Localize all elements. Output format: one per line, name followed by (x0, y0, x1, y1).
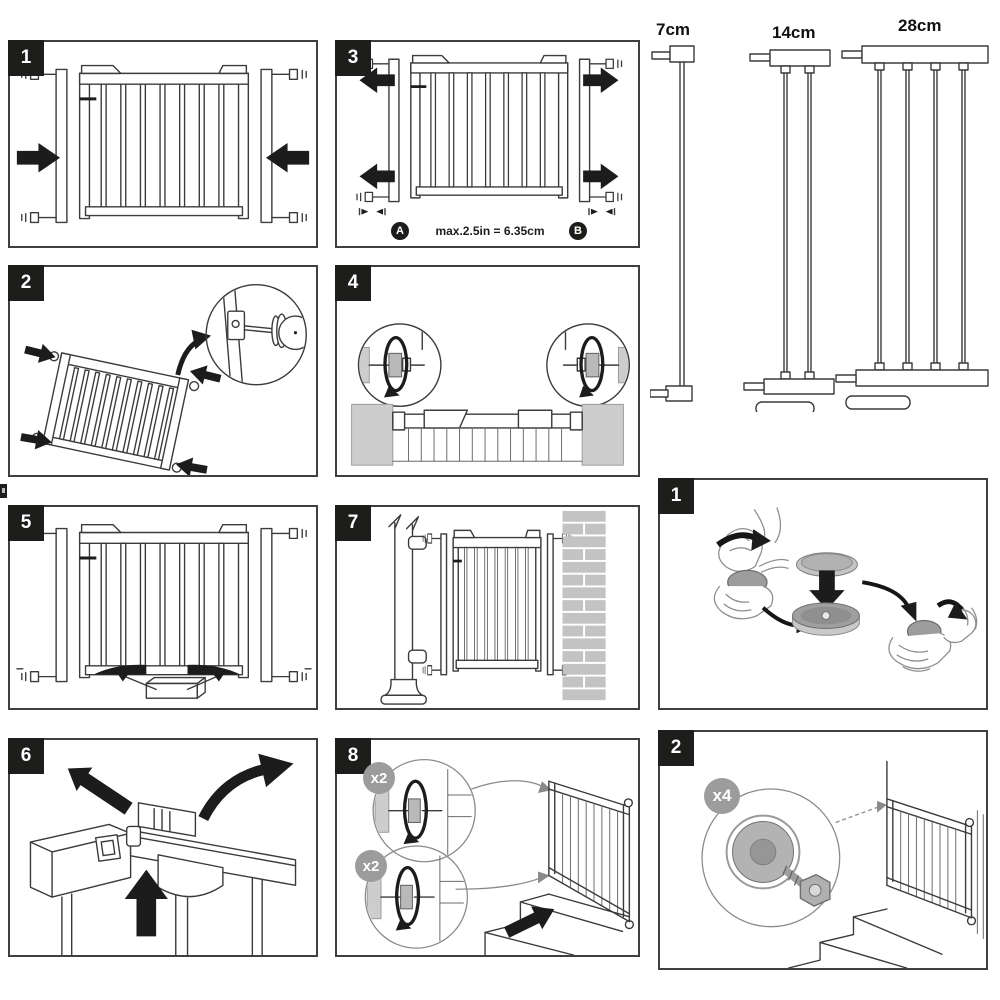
step-number-badge: 5 (8, 505, 44, 541)
gate-max-gap-illustration (337, 42, 638, 246)
extension-7cm (650, 46, 694, 401)
quantity-badge: x2 (355, 850, 387, 882)
step-number-badge: 3 (335, 40, 371, 76)
step-number-badge: 2 (658, 730, 694, 766)
step-number-badge: 7 (335, 505, 371, 541)
gate-top-rail-between-walls (352, 404, 624, 465)
stairs (485, 894, 629, 955)
extension-label-14cm: 14cm (772, 23, 816, 42)
curved-arrow-icon (203, 769, 264, 818)
point-a-label: A (391, 222, 409, 240)
quantity-badge: x2 (363, 762, 395, 794)
floor-wedge-illustration (10, 507, 316, 708)
extension-label-28cm: 28cm (898, 16, 942, 35)
round-post (381, 515, 426, 704)
extension-label-7cm: 7cm (656, 20, 691, 39)
panel-step-2 (8, 265, 318, 477)
extensions-group (650, 12, 995, 412)
point-b-label: B (569, 222, 587, 240)
stairs (789, 909, 942, 968)
step-number-badge: 1 (8, 40, 44, 76)
arrow-right-icon (17, 143, 60, 172)
step-number-badge: 4 (335, 265, 371, 301)
wedge-part (146, 678, 205, 699)
arrow-up-left-icon (68, 767, 133, 814)
dimension-ticks (360, 209, 615, 215)
step-number-badge: 8 (335, 738, 371, 774)
panel-step-5 (8, 505, 318, 710)
extension-28cm (836, 46, 988, 409)
banister-to-wall-illustration (337, 507, 638, 708)
latch-open-illustration (10, 740, 316, 955)
panel-wallcup-step-1 (658, 478, 988, 710)
adhesive-pad-illustration (660, 480, 986, 708)
rotate-detail-circle-left (358, 324, 442, 406)
adhesive-pad-and-cup (793, 553, 860, 636)
step-number-badge: 1 (658, 478, 694, 514)
brick-wall (563, 511, 606, 700)
spindle-assembly-illustration (10, 267, 316, 475)
wall-cup-screw-illustration (660, 732, 986, 968)
panel-step-7 (335, 505, 640, 710)
step-number-badge: 2 (8, 265, 44, 301)
tighten-spindles-illustration (337, 267, 638, 475)
latch-receiver (30, 824, 130, 955)
extension-14cm (744, 50, 834, 412)
step-number-badge: 6 (8, 738, 44, 774)
panel-step-4 (335, 265, 640, 477)
panel-step-6 (8, 738, 318, 957)
hands-peeling (714, 508, 788, 619)
quantity-badge: x4 (704, 778, 740, 814)
tilted-gate (31, 351, 199, 473)
max-gap-measure: max.2.5in = 6.35cm (435, 224, 545, 238)
gate-press-fit-illustration (10, 42, 316, 246)
extension-pieces-illustration (650, 12, 995, 412)
rotate-detail-circle-right (546, 324, 630, 406)
panel-wallcup-step-2 (658, 730, 988, 970)
panel-step-1 (8, 40, 318, 248)
perspective-gate (887, 762, 983, 939)
panel-step-8 (335, 738, 640, 957)
panel-step-3 (335, 40, 640, 248)
page-edge-marker (0, 484, 7, 498)
spindle-detail-circle (206, 285, 312, 385)
